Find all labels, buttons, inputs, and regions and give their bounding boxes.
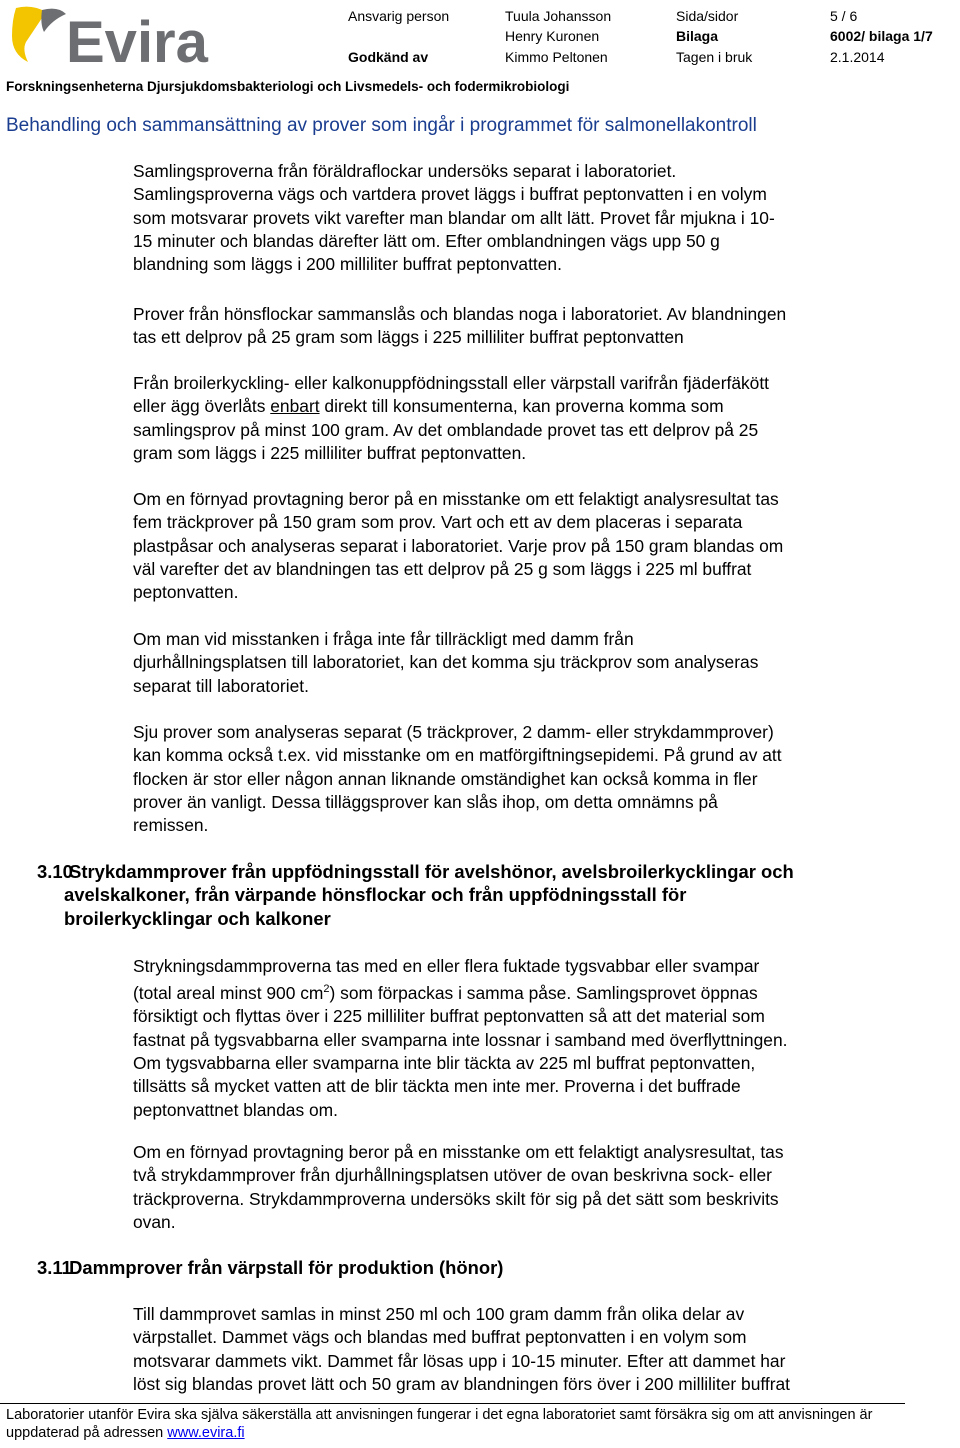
paragraph-1 <box>133 160 898 276</box>
section-3-10-heading <box>37 860 917 930</box>
section-3-11-heading <box>37 1256 917 1279</box>
text-line <box>133 978 898 1005</box>
text-line: Sju prover som analyseras separat (5 träckprover, 2 damm- eller strykdammprover) <box>133 722 774 742</box>
footer-line-1: Laboratorier utanför Evira ska själva säkerställa att anvisningen fungerar i det egna laboratoriet samt försäkra sig om att anvisningen är <box>6 1407 873 1423</box>
text-line: prover än vanligt. Dessa tilläggsprover kan slås ihop, om detta omnämns på <box>133 791 718 812</box>
approved-value: Kimmo Peltonen <box>505 49 608 65</box>
heading-line: Strykdammprover från uppfödningsstall för avelshönor, avelsbroilerkycklingar och <box>69 861 794 882</box>
text-line: plastpåsar och analyseras separat i laboratoriet. Varje prov på 150 gram blandas om <box>133 535 784 556</box>
text-fragment: eller ägg överlåts <box>133 396 271 417</box>
text-line: remissen. <box>133 815 209 836</box>
text-line: motsvarar dammets vikt. Dammet får lösas upp i 10-15 minuter. Efter att dammet har <box>133 1350 786 1371</box>
organization: Forskningsenheterna Djursjukdomsbakteriologi och Livsmedels- och fodermikrobiologi <box>6 79 570 94</box>
text-line: Strykningsdammproverna tas med en eller flera fuktade tygsvabbar eller svampar <box>133 956 760 976</box>
text-line: Samlingsproverna från föräldraflockar undersöks separat i laboratoriet. <box>133 161 677 181</box>
footer <box>6 1406 906 1442</box>
text-line: som motsvarar provets vikt varefter man blandar om allt lätt. Provet får mjukna i 10- <box>133 207 775 228</box>
text-line: blandning som läggs i 200 milliliter buffrat peptonvatten. <box>133 254 562 275</box>
text-fragment: ) som förpackas i samma påse. Samlingsprovet öppnas <box>329 983 758 1004</box>
text-line: Om tygsvabbarna eller svamparna inte blir täckta av 225 ml buffrat peptonvatten, <box>133 1052 756 1073</box>
in-use-value: 2.1.2014 <box>830 49 885 65</box>
text-line: tas ett delprov på 25 gram som läggs i 225 milliliter buffrat peptonvatten <box>133 327 684 348</box>
responsible-value-2: Henry Kuronen <box>505 28 600 44</box>
text-line: träckproverna. Strykdammproverna undersöks skilt för sig på det sätt som beskrivits <box>133 1188 779 1209</box>
paragraph-8 <box>133 1141 898 1234</box>
page-value: 5 / 6 <box>830 8 858 24</box>
in-use-label: Tagen i bruk <box>676 49 753 65</box>
text-fragment: uppdaterad på adressen <box>6 1425 168 1441</box>
text-line: peptonvattnet blandas om. <box>133 1099 338 1120</box>
text-line: djurhållningsplatsen till laboratoriet, kan det komma sju träckprov som analyseras <box>133 652 759 673</box>
paragraph-3 <box>133 372 898 465</box>
text-line: fem träckprover på 150 gram som prov. Vart och ett av dem placeras i separata <box>133 512 743 533</box>
text-line: löst sig blandas provet lätt och 50 gram av blandningen förs över i 200 milliliter buffrat <box>133 1373 791 1394</box>
document-title: Behandling och sammansättning av prover som ingår i programmet för salmonellakontroll <box>6 115 757 136</box>
logo-swoosh <box>12 7 46 62</box>
paragraph-5 <box>133 628 898 698</box>
logo-wordmark: Evira <box>66 10 208 70</box>
text-line: Till dammprovet samlas in minst 250 ml och 100 gram damm från olika delar av <box>133 1304 745 1324</box>
text-line: Om man vid misstanken i fråga inte får tillräckligt med damm från <box>133 629 634 649</box>
annex-label: Bilaga <box>676 28 719 44</box>
text-line: kan komma också t.ex. vid misstanke om en matförgiftningsepidemi. På grund av att <box>133 745 782 766</box>
text-line: tillsätts så mycket vatten att de blir täckta men inte mer. Proverna i det buffrade <box>133 1076 741 1097</box>
heading-line: broilerkycklingar och kalkoner <box>64 907 331 929</box>
underlined-word: enbart <box>270 396 320 417</box>
paragraph-9 <box>133 1303 898 1396</box>
paragraph-4 <box>133 488 898 604</box>
heading-line: Dammprover från värpstall för produktion (hönor) <box>69 1257 504 1278</box>
text-line: väl varefter det av blandningen tas ett delprov på 25 g som läggs i 225 ml buffrat <box>133 558 752 579</box>
text-line: ovan. <box>133 1211 176 1232</box>
text-line: fastnat på tygsvabbarna eller svamparna inte lossnar i samband med överflyttningen. <box>133 1029 788 1050</box>
text-line: Samlingsproverna vägs och vartdera provet läggs i buffrat peptonvatten i en volym <box>133 184 767 205</box>
page-label: Sida/sidor <box>676 8 739 24</box>
text-line: Om en förnyad provtagning beror på en misstanke om ett felaktigt analysresultat tas <box>133 489 779 509</box>
paragraph-2 <box>133 303 898 350</box>
text-line: 15 minuter och blandas därefter lätt om. Efter omblandningen vägs upp 50 g <box>133 230 720 251</box>
text-line: Om en förnyad provtagning beror på en misstanke om ett felaktigt analysresultat, tas <box>133 1142 784 1162</box>
responsible-label: Ansvarig person <box>348 8 450 24</box>
text-line: Från broilerkyckling- eller kalkonuppfödningsstall eller värpstall varifrån fjäderfäkött <box>133 373 770 393</box>
approved-label: Godkänd av <box>348 49 429 65</box>
paragraph-7 <box>133 955 898 1122</box>
text-line: peptonvatten. <box>133 582 239 603</box>
responsible-value: Tuula Johansson <box>505 8 612 24</box>
superscript: 2 <box>323 983 330 996</box>
footer-divider <box>0 1403 905 1404</box>
footer-line-2 <box>6 1424 906 1442</box>
text-line <box>133 395 898 418</box>
text-line: gram som läggs i 225 milliliter buffrat peptonvatten. <box>133 442 527 463</box>
text-line: flocken är stor eller någon annan liknande omständighet kan också komma in fler <box>133 768 758 789</box>
text-fragment: (total areal minst 900 cm <box>133 983 324 1004</box>
text-line: samlingsprov på minst 100 gram. Av det omblandade provet tas ett delprov på 25 <box>133 419 759 440</box>
text-fragment: direkt till konsumenterna, kan proverna komma som <box>319 396 724 417</box>
text-line: värpstallet. Dammet vägs och blandas med buffrat peptonvatten i en volym som <box>133 1327 747 1348</box>
text-line: separat till laboratoriet. <box>133 675 309 696</box>
evira-logo <box>2 2 242 70</box>
heading-line: avelskalkoner, från värpande hönsflockar och från uppfödningsstall för <box>64 884 687 906</box>
text-line: försiktigt och flyttas över i 225 milliliter buffrat peptonvatten så att det material som <box>133 1006 765 1027</box>
annex-value: 6002/ bilaga 1/7 <box>830 28 933 44</box>
section-number: 3.10 <box>37 861 73 882</box>
text-line: Prover från hönsflockar sammanslås och blandas noga i laboratoriet. Av blandningen <box>133 304 787 324</box>
text-line: två strykdammprover från djurhållningsplatsen utöver de ovan beskrivna sock- eller <box>133 1165 772 1186</box>
evira-link[interactable]: www.evira.fi <box>167 1425 245 1441</box>
paragraph-6 <box>133 721 898 837</box>
section-number: 3.11 <box>37 1257 72 1278</box>
